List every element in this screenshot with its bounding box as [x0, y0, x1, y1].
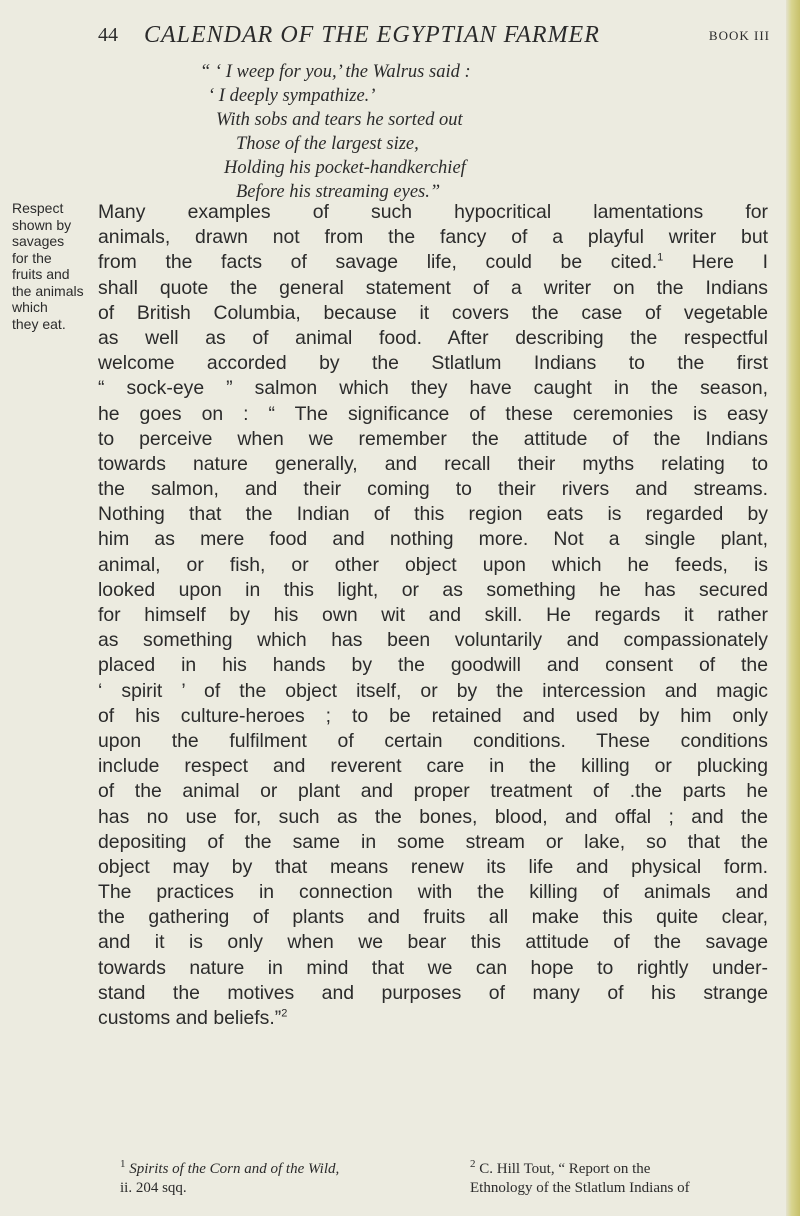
- text-line: as something which has been voluntarily and compassionately: [98, 629, 768, 652]
- text-segment: from the facts of savage life, could be cited.: [98, 251, 658, 274]
- footnote-marker: 2: [281, 1007, 288, 1020]
- text-line: The practices in connection with the killing of animals and: [98, 881, 768, 904]
- text-line: of the animal or plant and proper treatment of .the parts he: [98, 780, 768, 803]
- text-line: [98, 250, 768, 275]
- page-number: 44: [98, 24, 118, 46]
- footnote-title: Spirits of the Corn and of the Wild,: [129, 1161, 340, 1177]
- footnote-number: 1: [120, 1158, 126, 1170]
- margin-note-line: fruits and: [12, 266, 70, 282]
- text-line: and it is only when we bear this attitude of the savage: [98, 931, 768, 954]
- text-line: of his culture-heroes ; to be retained and used by him only: [98, 704, 768, 727]
- margin-note-line: for the: [12, 249, 52, 266]
- text-line: he goes on : “ The significance of these ceremonies is easy: [98, 402, 768, 425]
- text-line: include respect and reverent care in the killing or plucking: [98, 755, 768, 778]
- verse-line: “ ‘ I weep for you,’ the Walrus said :: [200, 62, 471, 82]
- text-line: him as mere food and nothing more. Not a single plant,: [98, 528, 768, 551]
- text-line: upon the fulfilment of certain conditions. These conditions: [98, 729, 768, 752]
- margin-note-line: the animals: [12, 282, 84, 299]
- text-line: towards nature generally, and recall their myths relating to: [98, 452, 768, 475]
- verse-line: Those of the largest size,: [236, 134, 419, 154]
- text-segment: customs and beliefs.”: [98, 1007, 282, 1029]
- footnote-marker: 1: [657, 251, 664, 264]
- text-line: depositing of the same in some stream or lake, so that the: [98, 830, 768, 853]
- text-line: shall quote the general statement of a writer on the Indians: [98, 276, 768, 299]
- verse-line: ‘ I deeply sympathize.’: [208, 86, 376, 106]
- margin-note-line: savages: [12, 233, 65, 249]
- footnote-text: C. Hill Tout, “ Report on the: [479, 1161, 651, 1177]
- text-line: looked upon in this light, or as something he has secured: [98, 578, 768, 601]
- footnote-text: Ethnology of the Stlatlum Indians of: [470, 1180, 690, 1196]
- text-line: has no use for, such as the bones, blood, and offal ; and the: [98, 805, 768, 828]
- verse-line: Before his streaming eyes.”: [236, 182, 441, 202]
- text-line: Many examples of such hypocritical lamentations for: [98, 201, 768, 223]
- text-line: welcome accorded by the Stlatlum Indians to the first: [98, 352, 768, 375]
- text-line: as well as of animal food. After describing the respectful: [98, 326, 768, 349]
- body-paragraph: [98, 200, 768, 1031]
- text-line: ‘ spirit ’ of the object itself, or by the intercession and magic: [98, 679, 768, 702]
- text-segment: Here I: [691, 251, 768, 274]
- text-line: stand the motives and purposes of many of his strange: [98, 981, 768, 1004]
- footnote-1: [120, 1160, 339, 1198]
- text-line: the salmon, and their coming to their rivers and streams.: [98, 478, 768, 501]
- margin-note-line: Respect: [12, 200, 64, 216]
- text-line: animal, or fish, or other object upon which he feeds, is: [98, 553, 768, 576]
- text-line: for himself by his own wit and skill. He regards it rather: [98, 604, 768, 626]
- text-line: of British Columbia, because it covers the case of vegetable: [98, 301, 768, 324]
- text-line: “ sock-eye ” salmon which they have caught in the season,: [98, 377, 768, 400]
- text-line: placed in his hands by the goodwill and consent of the: [98, 654, 768, 677]
- text-line: [98, 1006, 768, 1031]
- page-edge: [786, 0, 800, 1216]
- verse-line: Holding his pocket-handkerchief: [224, 158, 466, 178]
- text-line: towards nature in mind that we can hope to rightly under-: [98, 956, 768, 979]
- verse-quotation: [200, 60, 700, 204]
- text-line: to perceive when we remember the attitude of the Indians: [98, 427, 768, 450]
- footnote-2: [470, 1160, 690, 1198]
- margin-note-line: which: [12, 299, 48, 315]
- text-line: Nothing that the Indian of this region eats is regarded by: [98, 503, 768, 526]
- margin-note: [12, 200, 94, 332]
- verse-line: With sobs and tears he sorted out: [216, 110, 463, 130]
- book-label: BOOK III: [708, 28, 770, 43]
- footnote-text: ii. 204 sqq.: [120, 1180, 187, 1196]
- margin-note-line: shown by: [12, 216, 72, 233]
- running-header: [98, 22, 770, 50]
- text-line: animals, drawn not from the fancy of a playful writer but: [98, 226, 768, 249]
- text-line: object may by that means renew its life and physical form.: [98, 855, 768, 878]
- footnote-number: 2: [470, 1158, 476, 1170]
- text-line: the gathering of plants and fruits all make this quite clear,: [98, 906, 768, 929]
- margin-note-line: they eat.: [12, 315, 66, 332]
- running-title: CALENDAR OF THE EGYPTIAN FARMER: [144, 22, 600, 48]
